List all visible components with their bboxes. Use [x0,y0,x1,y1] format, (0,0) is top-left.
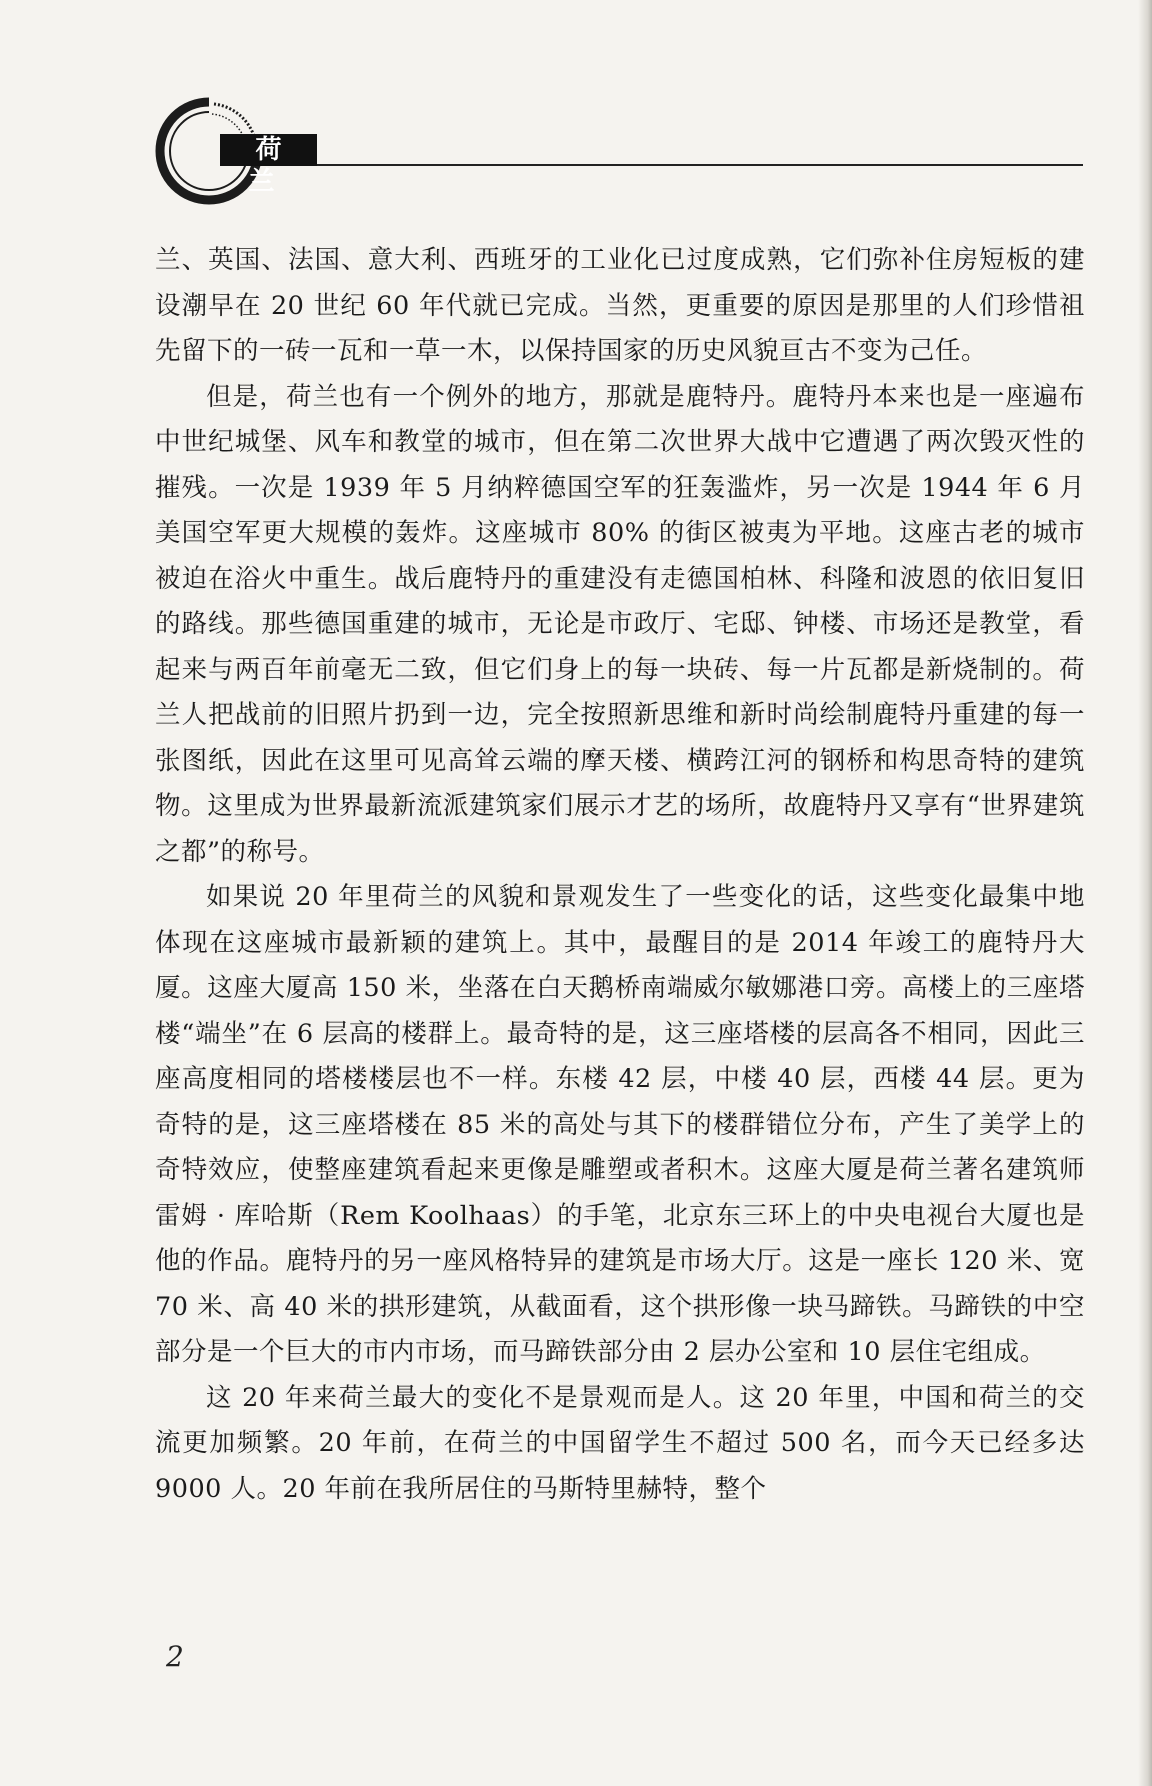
paragraph: 但是，荷兰也有一个例外的地方，那就是鹿特丹。鹿特丹本来也是一座遍布中世纪城堡、风车和教堂的城市，但在第二次世界大战中它遭遇了两次毁灭性的摧残。一次是 1939 年 5 月纳粹德国空军的狂轰滥炸，另一次是 1944 年 6 月美国空军更大规模的轰炸。这座城市 80% 的街区被夷为平地。这座古老的城市被迫在浴火中重生。战后鹿特丹的重建没有走德国柏林、科隆和波恩的依旧复旧的路线。那些德国重建的城市，无论是市政厅、宅邸、钟楼、市场还是教堂，看起来与两百年前毫无二致，但它们身上的每一块砖、每一片瓦都是新烧制的。荷兰人把战前的旧照片扔到一边，完全按照新思维和新时尚绘制鹿特丹重建的每一张图纸，因此在这里可见高耸云端的摩天楼、横跨江河的钢桥和构思奇特的建筑物。这里成为世界最新流派建筑家们展示才艺的场所，故鹿特丹又享有“世界建筑之都”的称号。 [155,381,1085,867]
header-rule [317,164,1083,166]
paragraph: 这 20 年来荷兰最大的变化不是景观而是人。这 20 年里，中国和荷兰的交流更加频繁。20 年前，在荷兰的中国留学生不超过 500 名，而今天已经多达 9000 人。20 年前在我所居住的马斯特里赫特，整个 [155,1382,1085,1504]
paragraph-continued: 兰、英国、法国、意大利、西班牙的工业化已过度成熟，它们弥补住房短板的建设潮早在 20 世纪 60 年代就已完成。当然，更重要的原因是那里的人们珍惜祖先留下的一砖一瓦和一草一木，以保持国家的历史风貌亘古不变为己任。 [155,245,1085,366]
chapter-header [140,90,1085,200]
body-text [155,238,1085,1512]
page-number: 2 [166,1640,184,1673]
paragraph: 如果说 20 年里荷兰的风貌和景观发生了一些变化的话，这些变化最集中地体现在这座城市最新颖的建筑上。其中，最醒目的是 2014 年竣工的鹿特丹大厦。这座大厦高 150 米，坐落在白天鹅桥南端威尔敏娜港口旁。高楼上的三座塔楼“端坐”在 6 层高的楼群上。最奇特的是，这三座塔楼的层高各不相同，因此三座高度相同的塔楼楼层也不一样。东楼 42 层，中楼 40 层，西楼 44 层。更为奇特的是，这三座塔楼在 85 米的高处与其下的楼群错位分布，产生了美学上的奇特效应，使整座建筑看起来更像是雕塑或者积木。这座大厦是荷兰著名建筑师雷姆 · 库哈斯（Rem Koolhaas）的手笔，北京东三环上的中央电视台大厦也是他的作品。鹿特丹的另一座风格特异的建筑是市场大厅。这是一座长 120 米、宽 70 米、高 40 米的拱形建筑，从截面看，这个拱形像一块马蹄铁。马蹄铁的中空部分是一个巨大的市内市场，而马蹄铁部分由 2 层办公室和 10 层住宅组成。 [155,882,1085,1367]
page-edge-shadow [1138,0,1152,1786]
chapter-label: 荷 兰 [220,134,317,166]
